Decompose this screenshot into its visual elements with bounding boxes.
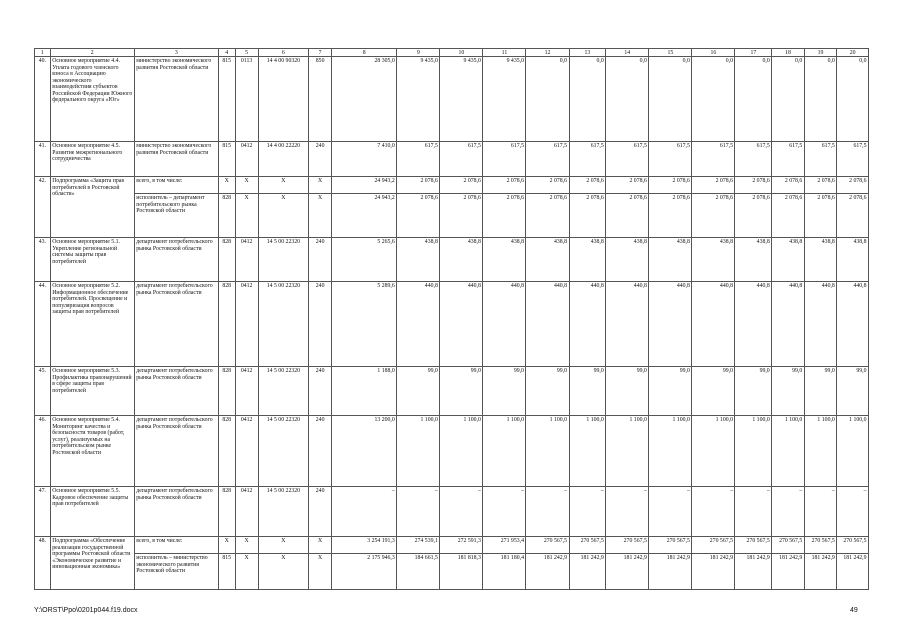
cell-year-9: 438,8 — [735, 238, 772, 282]
cell-vr: 240 — [309, 282, 332, 367]
cell-executor: департамент потребительского рынка Ростовской области — [134, 282, 218, 367]
cell-year-12: 2 078,6 — [837, 194, 869, 238]
cell-year-10: 270 567,5 — [772, 537, 805, 554]
cell-total: 24 943,2 — [332, 177, 397, 194]
cell-year-1: 9 435,0 — [397, 57, 440, 142]
cell-year-6: 1 100,0 — [606, 416, 649, 487]
column-number-9: 9 — [397, 49, 440, 57]
cell-total: 5 265,6 — [332, 238, 397, 282]
cell-year-3: 440,8 — [483, 282, 526, 367]
cell-csr: X — [258, 194, 308, 238]
cell-row-number: 43. — [35, 238, 51, 282]
cell-year-9: 1 100,0 — [735, 416, 772, 487]
cell-executor: исполнитель – департамент потребительского рынка Ростовской области — [134, 194, 218, 238]
cell-year-12: 181 242,9 — [837, 554, 869, 590]
cell-program-name: Основное мероприятие 5.2. Информационное обеспечение потребителей. Просвещение и популяризация вопросов защиты прав потребителей — [50, 282, 134, 367]
column-number-5: 5 — [235, 49, 258, 57]
cell-csr: 14 5 00 22320 — [258, 238, 308, 282]
cell-year-6: – — [606, 487, 649, 537]
cell-year-4: – — [526, 487, 569, 537]
cell-executor: всего, в том числе: — [134, 177, 218, 194]
cell-year-10: 0,0 — [772, 57, 805, 142]
cell-year-4: 438,8 — [526, 238, 569, 282]
cell-year-2: – — [440, 487, 483, 537]
cell-year-10: 617,5 — [772, 142, 805, 177]
column-number-11: 11 — [483, 49, 526, 57]
cell-vr: X — [309, 554, 332, 590]
cell-csr: X — [258, 537, 308, 554]
column-number-15: 15 — [649, 49, 692, 57]
cell-program-name: Основное мероприятие 5.4. Мониторинг качества и безопасности товаров (работ, услуг), реализуемых на потребительском рынке Ростовской области — [50, 416, 134, 487]
cell-year-12: 440,8 — [837, 282, 869, 367]
column-number-1: 1 — [35, 49, 51, 57]
cell-row-number: 47. — [35, 487, 51, 537]
cell-rzpr: X — [235, 194, 258, 238]
cell-row-number: 42. — [35, 177, 51, 238]
cell-rzpr: X — [235, 537, 258, 554]
cell-csr: 14 5 00 22320 — [258, 367, 308, 416]
cell-total: 5 289,6 — [332, 282, 397, 367]
cell-total: – — [332, 487, 397, 537]
page-number: 49 — [850, 607, 858, 614]
cell-year-2: 99,0 — [440, 367, 483, 416]
cell-grbs: 815 — [218, 142, 235, 177]
cell-year-6: 438,8 — [606, 238, 649, 282]
cell-year-11: 2 078,6 — [804, 194, 837, 238]
cell-executor: всего, в том числе: — [134, 537, 218, 554]
cell-year-10: 1 100,0 — [772, 416, 805, 487]
cell-grbs: 828 — [218, 238, 235, 282]
cell-year-8: 440,8 — [692, 282, 735, 367]
cell-vr: 850 — [309, 57, 332, 142]
cell-row-number: 41. — [35, 142, 51, 177]
cell-grbs: X — [218, 177, 235, 194]
cell-rzpr: 0412 — [235, 282, 258, 367]
cell-year-8: 99,0 — [692, 367, 735, 416]
cell-year-6: 270 567,5 — [606, 537, 649, 554]
cell-year-7: 1 100,0 — [649, 416, 692, 487]
table-row — [35, 194, 869, 238]
cell-year-2: 1 100,0 — [440, 416, 483, 487]
cell-year-11: 440,8 — [804, 282, 837, 367]
cell-year-5: 617,5 — [569, 142, 606, 177]
cell-year-12: 617,5 — [837, 142, 869, 177]
cell-row-number: 40. — [35, 57, 51, 142]
cell-executor: департамент потребительского рынка Ростовской области — [134, 238, 218, 282]
cell-row-number: 48. — [35, 537, 51, 590]
cell-year-8: 2 078,6 — [692, 177, 735, 194]
cell-total: 3 254 191,3 — [332, 537, 397, 554]
column-number-14: 14 — [606, 49, 649, 57]
cell-year-3: 2 078,6 — [483, 194, 526, 238]
cell-year-2: 181 818,3 — [440, 554, 483, 590]
cell-row-number: 45. — [35, 367, 51, 416]
cell-grbs: 828 — [218, 194, 235, 238]
cell-year-8: 270 567,5 — [692, 537, 735, 554]
cell-executor: министерство экономического развития Ростовской области — [134, 142, 218, 177]
cell-executor: департамент потребительского рынка Ростовской области — [134, 487, 218, 537]
cell-year-3: – — [483, 487, 526, 537]
cell-vr: X — [309, 537, 332, 554]
cell-year-6: 2 078,6 — [606, 177, 649, 194]
cell-year-6: 0,0 — [606, 57, 649, 142]
column-number-2: 2 — [50, 49, 134, 57]
column-number-20: 20 — [837, 49, 869, 57]
cell-year-10: 99,0 — [772, 367, 805, 416]
cell-rzpr: 0412 — [235, 416, 258, 487]
column-number-19: 19 — [804, 49, 837, 57]
cell-year-4: 99,0 — [526, 367, 569, 416]
cell-year-7: 2 078,6 — [649, 194, 692, 238]
cell-year-5: 270 567,5 — [569, 537, 606, 554]
cell-year-1: 274 539,1 — [397, 537, 440, 554]
cell-year-6: 181 242,9 — [606, 554, 649, 590]
table-row — [35, 57, 869, 142]
cell-year-9: 181 242,9 — [735, 554, 772, 590]
cell-year-6: 2 078,6 — [606, 194, 649, 238]
cell-rzpr: 0412 — [235, 487, 258, 537]
table-body — [35, 57, 869, 590]
cell-year-9: 2 078,6 — [735, 194, 772, 238]
cell-year-4: 617,5 — [526, 142, 569, 177]
cell-year-9: 2 078,6 — [735, 177, 772, 194]
column-number-4: 4 — [218, 49, 235, 57]
cell-program-name: Основное мероприятие 4.4. Уплата годового членского взноса в Ассоциацию экономического взаимодействия субъектов Российской Федерации Южного федерального округа «Юг» — [50, 57, 134, 142]
cell-year-8: 2 078,6 — [692, 194, 735, 238]
cell-vr: 240 — [309, 238, 332, 282]
column-number-16: 16 — [692, 49, 735, 57]
cell-year-11: – — [804, 487, 837, 537]
column-number-10: 10 — [440, 49, 483, 57]
cell-year-1: 617,5 — [397, 142, 440, 177]
cell-total: 1 188,0 — [332, 367, 397, 416]
cell-grbs: 815 — [218, 554, 235, 590]
cell-year-2: 438,8 — [440, 238, 483, 282]
cell-year-4: 440,8 — [526, 282, 569, 367]
cell-year-10: 181 242,9 — [772, 554, 805, 590]
cell-year-5: 440,8 — [569, 282, 606, 367]
cell-program-name: Подпрограмма «Обеспечение реализации государственной программы Ростовской области «Экономическое развитие и инновационная экономика» — [50, 537, 134, 590]
cell-year-7: – — [649, 487, 692, 537]
cell-year-1: 2 078,6 — [397, 194, 440, 238]
cell-year-4: 1 100,0 — [526, 416, 569, 487]
cell-program-name: Основное мероприятие 5.5. Кадровое обеспечение защиты прав потребителей — [50, 487, 134, 537]
cell-year-8: 438,8 — [692, 238, 735, 282]
column-number-3: 3 — [134, 49, 218, 57]
cell-year-10: – — [772, 487, 805, 537]
cell-year-8: 181 242,9 — [692, 554, 735, 590]
column-number-17: 17 — [735, 49, 772, 57]
cell-grbs: 828 — [218, 367, 235, 416]
cell-year-6: 99,0 — [606, 367, 649, 416]
cell-year-9: 617,5 — [735, 142, 772, 177]
cell-csr: 14 5 00 22320 — [258, 416, 308, 487]
cell-year-1: 99,0 — [397, 367, 440, 416]
table-row — [35, 367, 869, 416]
column-number-12: 12 — [526, 49, 569, 57]
cell-year-9: 99,0 — [735, 367, 772, 416]
column-number-18: 18 — [772, 49, 805, 57]
cell-year-1: 2 078,6 — [397, 177, 440, 194]
cell-year-4: 181 242,9 — [526, 554, 569, 590]
cell-csr: X — [258, 177, 308, 194]
cell-year-8: 617,5 — [692, 142, 735, 177]
cell-year-5: – — [569, 487, 606, 537]
cell-year-7: 0,0 — [649, 57, 692, 142]
cell-rzpr: 0412 — [235, 142, 258, 177]
cell-year-3: 438,8 — [483, 238, 526, 282]
cell-year-3: 271 953,4 — [483, 537, 526, 554]
cell-year-1: 184 661,5 — [397, 554, 440, 590]
cell-total: 7 410,0 — [332, 142, 397, 177]
cell-year-12: 99,0 — [837, 367, 869, 416]
cell-year-7: 440,8 — [649, 282, 692, 367]
cell-row-number: 46. — [35, 416, 51, 487]
table-row — [35, 554, 869, 590]
cell-year-2: 2 078,6 — [440, 177, 483, 194]
cell-year-10: 438,8 — [772, 238, 805, 282]
cell-year-12: 438,8 — [837, 238, 869, 282]
cell-year-7: 181 242,9 — [649, 554, 692, 590]
cell-year-11: 1 100,0 — [804, 416, 837, 487]
cell-total: 2 175 946,3 — [332, 554, 397, 590]
cell-year-3: 1 100,0 — [483, 416, 526, 487]
cell-total: 13 200,0 — [332, 416, 397, 487]
cell-csr: X — [258, 554, 308, 590]
table-row — [35, 537, 869, 554]
cell-year-2: 272 591,3 — [440, 537, 483, 554]
cell-total: 24 943,2 — [332, 194, 397, 238]
cell-year-1: – — [397, 487, 440, 537]
cell-year-5: 2 078,6 — [569, 194, 606, 238]
cell-rzpr: X — [235, 177, 258, 194]
cell-year-3: 181 180,4 — [483, 554, 526, 590]
cell-year-5: 0,0 — [569, 57, 606, 142]
cell-executor: исполнитель – министерство экономического развития Ростовской области — [134, 554, 218, 590]
cell-year-11: 99,0 — [804, 367, 837, 416]
cell-year-8: 0,0 — [692, 57, 735, 142]
cell-year-11: 617,5 — [804, 142, 837, 177]
cell-year-10: 2 078,6 — [772, 177, 805, 194]
budget-table — [34, 48, 869, 590]
table-row — [35, 142, 869, 177]
cell-year-4: 270 567,5 — [526, 537, 569, 554]
cell-year-12: – — [837, 487, 869, 537]
cell-year-5: 438,8 — [569, 238, 606, 282]
table-row — [35, 416, 869, 487]
cell-csr: 14 4 00 22220 — [258, 142, 308, 177]
cell-year-10: 2 078,6 — [772, 194, 805, 238]
cell-csr: 14 5 00 22320 — [258, 487, 308, 537]
column-number-6: 6 — [258, 49, 308, 57]
cell-year-3: 9 435,0 — [483, 57, 526, 142]
cell-year-9: 270 567,5 — [735, 537, 772, 554]
cell-year-8: – — [692, 487, 735, 537]
cell-year-4: 2 078,6 — [526, 194, 569, 238]
cell-year-7: 617,5 — [649, 142, 692, 177]
table-row — [35, 487, 869, 537]
cell-rzpr: 0113 — [235, 57, 258, 142]
cell-total: 28 305,0 — [332, 57, 397, 142]
cell-csr: 14 4 00 90320 — [258, 57, 308, 142]
column-number-7: 7 — [309, 49, 332, 57]
table-row — [35, 177, 869, 194]
cell-grbs: 828 — [218, 282, 235, 367]
cell-year-5: 181 242,9 — [569, 554, 606, 590]
cell-vr: 240 — [309, 487, 332, 537]
footer-file-path: Y:\ORST\Ppo\0201p044.f19.docx — [34, 607, 138, 614]
cell-rzpr: 0412 — [235, 238, 258, 282]
cell-vr: 240 — [309, 416, 332, 487]
cell-year-10: 440,8 — [772, 282, 805, 367]
cell-grbs: X — [218, 537, 235, 554]
cell-year-11: 181 242,9 — [804, 554, 837, 590]
cell-year-5: 99,0 — [569, 367, 606, 416]
cell-year-3: 99,0 — [483, 367, 526, 416]
cell-year-12: 270 567,5 — [837, 537, 869, 554]
cell-csr: 14 5 00 22320 — [258, 282, 308, 367]
cell-row-number: 44. — [35, 282, 51, 367]
cell-year-7: 270 567,5 — [649, 537, 692, 554]
cell-year-4: 0,0 — [526, 57, 569, 142]
cell-program-name: Подпрограмма «Защита прав потребителей в Ростовской области» — [50, 177, 134, 238]
cell-year-7: 99,0 — [649, 367, 692, 416]
cell-year-9: 0,0 — [735, 57, 772, 142]
cell-year-9: – — [735, 487, 772, 537]
cell-year-11: 270 567,5 — [804, 537, 837, 554]
cell-year-2: 440,8 — [440, 282, 483, 367]
table-header — [35, 49, 869, 57]
cell-year-2: 9 435,0 — [440, 57, 483, 142]
cell-year-9: 440,8 — [735, 282, 772, 367]
cell-rzpr: 0412 — [235, 367, 258, 416]
cell-executor: департамент потребительского рынка Ростовской области — [134, 416, 218, 487]
cell-year-6: 440,8 — [606, 282, 649, 367]
cell-rzpr: X — [235, 554, 258, 590]
cell-year-7: 2 078,6 — [649, 177, 692, 194]
cell-year-6: 617,5 — [606, 142, 649, 177]
cell-year-12: 0,0 — [837, 57, 869, 142]
column-number-8: 8 — [332, 49, 397, 57]
cell-year-2: 617,5 — [440, 142, 483, 177]
cell-year-8: 1 100,0 — [692, 416, 735, 487]
cell-year-2: 2 078,6 — [440, 194, 483, 238]
cell-year-3: 617,5 — [483, 142, 526, 177]
cell-year-1: 440,8 — [397, 282, 440, 367]
cell-year-7: 438,8 — [649, 238, 692, 282]
cell-year-1: 1 100,0 — [397, 416, 440, 487]
cell-year-11: 438,8 — [804, 238, 837, 282]
cell-year-1: 438,8 — [397, 238, 440, 282]
cell-vr: 240 — [309, 142, 332, 177]
table-row — [35, 238, 869, 282]
cell-year-5: 1 100,0 — [569, 416, 606, 487]
cell-year-11: 2 078,6 — [804, 177, 837, 194]
cell-year-12: 1 100,0 — [837, 416, 869, 487]
cell-vr: X — [309, 194, 332, 238]
cell-grbs: 828 — [218, 416, 235, 487]
cell-program-name: Основное мероприятие 5.1. Укрепление региональной системы защиты прав потребителей — [50, 238, 134, 282]
table-row — [35, 282, 869, 367]
column-number-13: 13 — [569, 49, 606, 57]
cell-vr: X — [309, 177, 332, 194]
cell-executor: департамент потребительского рынка Ростовской области — [134, 367, 218, 416]
cell-year-12: 2 078,6 — [837, 177, 869, 194]
cell-program-name: Основное мероприятие 4.5. Развитие межрегионального сотрудничества — [50, 142, 134, 177]
cell-executor: министерство экономического развития Ростовской области — [134, 57, 218, 142]
cell-year-5: 2 078,6 — [569, 177, 606, 194]
cell-grbs: 815 — [218, 57, 235, 142]
cell-grbs: 828 — [218, 487, 235, 537]
cell-program-name: Основное мероприятие 5.3. Профилактика правонарушений в сфере защиты прав потребителей — [50, 367, 134, 416]
cell-vr: 240 — [309, 367, 332, 416]
cell-year-4: 2 078,6 — [526, 177, 569, 194]
cell-year-3: 2 078,6 — [483, 177, 526, 194]
cell-year-11: 0,0 — [804, 57, 837, 142]
